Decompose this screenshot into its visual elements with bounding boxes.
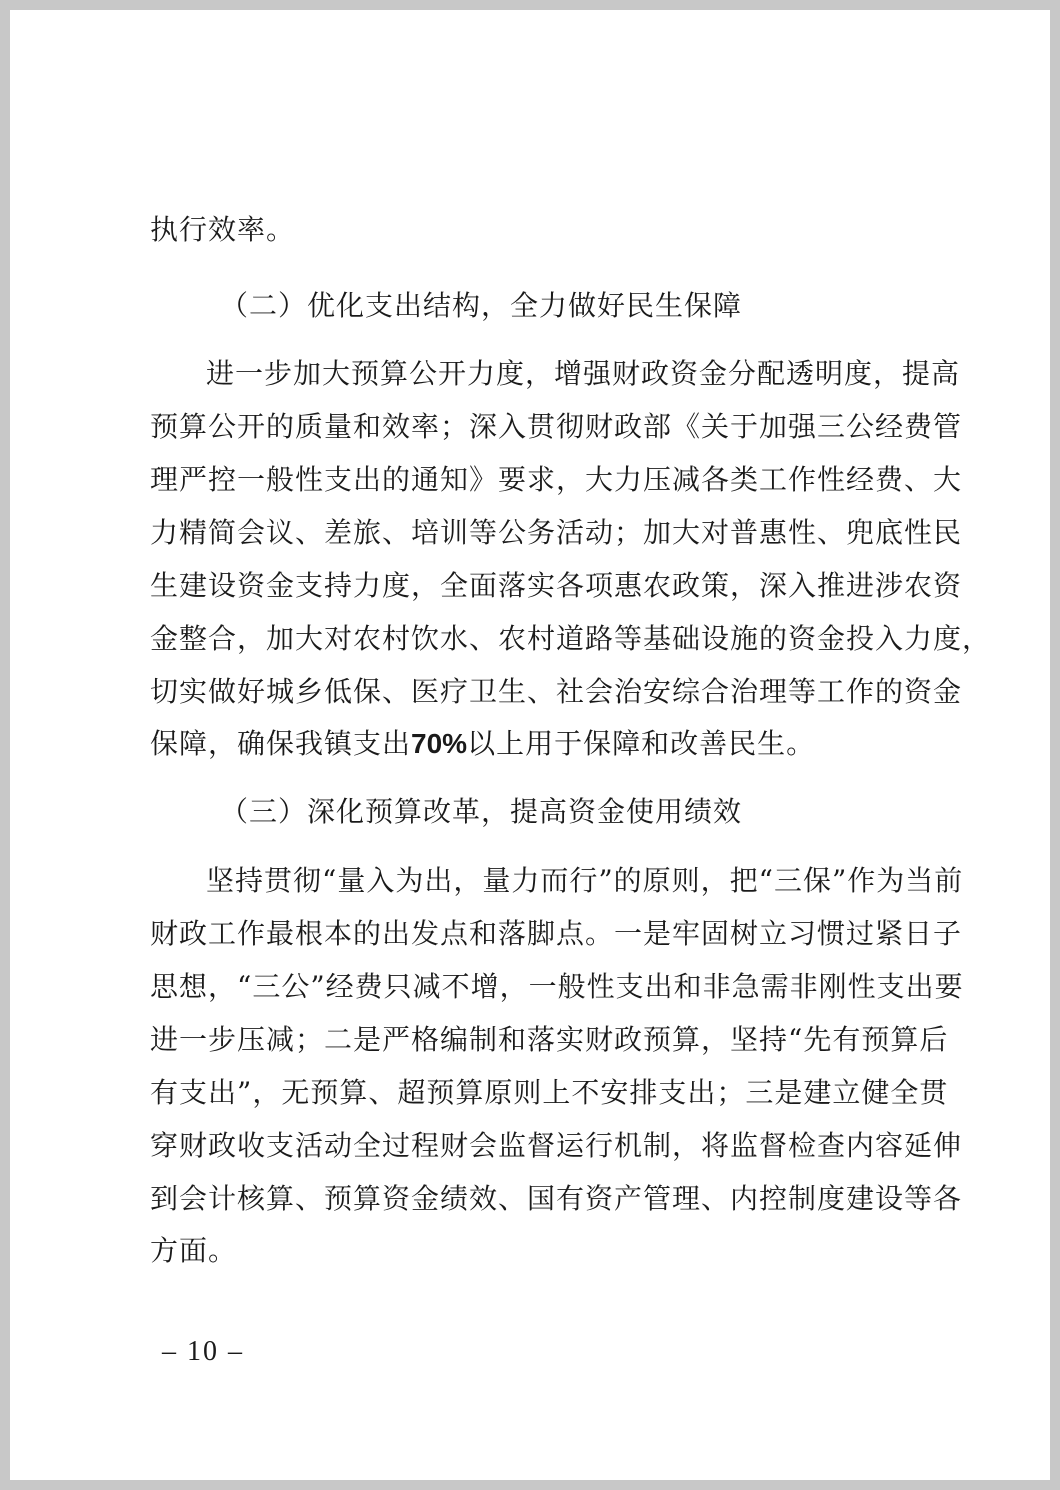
paragraph-line: 方面。 (150, 1234, 238, 1267)
paragraph-line: 进一步加大预算公开力度，增强财政资金分配透明度，提高 (206, 357, 961, 390)
text-segment: 以上用于保障和改善民生。 (467, 727, 816, 760)
paragraph-line: 理严控一般性支出的通知》要求，大力压减各类工作性经费、大 (150, 463, 963, 496)
paragraph-line: 到会计核算、预算资金绩效、国有资产管理、内控制度建设等各 (150, 1182, 963, 1215)
paragraph-line: 预算公开的质量和效率；深入贯彻财政部《关于加强三公经费管 (150, 410, 963, 443)
text-segment: 保障，确保我镇支出 (150, 727, 412, 760)
paragraph-line: 思想，“三公”经费只减不增，一般性支出和非急需非刚性支出要 (150, 970, 964, 1003)
paragraph-line: 财政工作最根本的出发点和落脚点。一是牢固树立习惯过紧日子 (150, 917, 963, 950)
paragraph-line: 执行效率。 (150, 213, 296, 246)
paragraph-line: 力精简会议、差旅、培训等公务活动；加大对普惠性、兜底性民 (150, 516, 963, 549)
paragraph-line: 有支出”，无预算、超预算原则上不安排支出；三是建立健全贯 (150, 1076, 949, 1109)
section-heading-2: （二）优化支出结构，全力做好民生保障 (220, 289, 743, 322)
paragraph-line: 进一步压减；二是严格编制和落实财政预算，坚持“先有预算后 (150, 1023, 949, 1056)
paragraph-line (150, 728, 930, 760)
paragraph-line: 坚持贯彻“量入为出，量力而行”的原则，把“三保”作为当前 (206, 864, 964, 897)
paragraph-line: 生建设资金支持力度，全面落实各项惠农政策，深入推进涉农资 (150, 569, 963, 602)
percentage-value: 70% (411, 728, 468, 759)
document-page (10, 10, 1050, 1480)
paragraph-line: 切实做好城乡低保、医疗卫生、社会治安综合治理等工作的资金 (150, 675, 963, 708)
section-heading-3: （三）深化预算改革，提高资金使用绩效 (220, 795, 743, 828)
paragraph-line: 金整合，加大对农村饮水、农村道路等基础设施的资金投入力度， (150, 622, 992, 655)
paragraph-line: 穿财政收支活动全过程财会监督运行机制，将监督检查内容延伸 (150, 1129, 963, 1162)
page-number: – 10 – (162, 1336, 244, 1367)
